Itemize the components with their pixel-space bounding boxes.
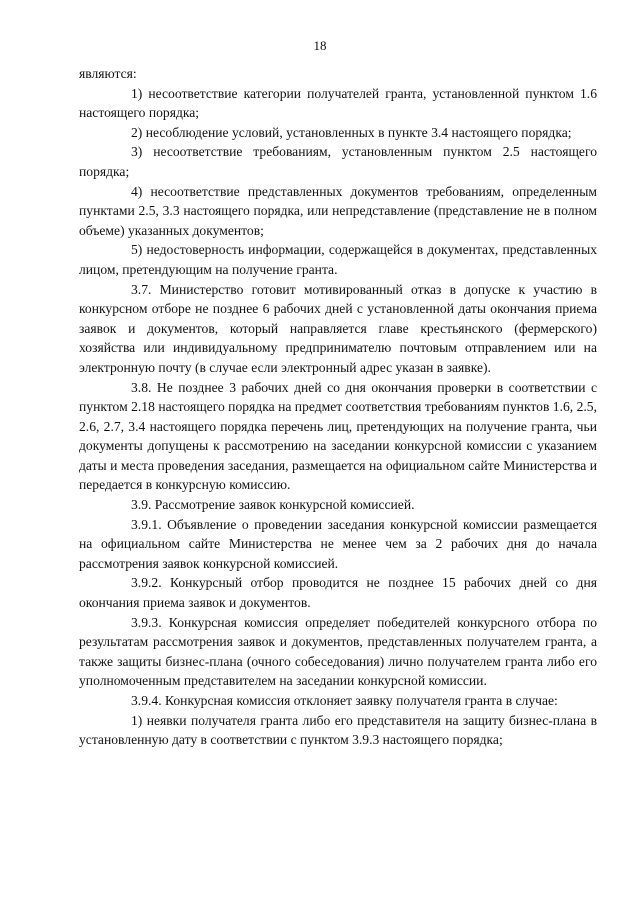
paragraph: 2) несоблюдение условий, установленных в пункте 3.4 настоящего порядка;	[131, 124, 572, 140]
paragraph: 3) несоответствие требованиям, установленным пунктом 2.5 настоящего порядка;	[79, 144, 597, 179]
paragraph: 3.9. Рассмотрение заявок конкурсной комиссией.	[131, 497, 415, 513]
document-body	[79, 64, 597, 750]
paragraph: 3.7. Министерство готовит мотивированный отказ в допуске к участию в конкурсном отборе не позднее 6 рабочих дней с установленной даты окончания приема заявок и документов, который направляется главе крестьянского (фермерского) хозяйства или индивидуальному предпринимателю почтовым отправлением или на электронную почту (в случае если электронный адрес указан в заявке).	[79, 281, 597, 375]
paragraph: являются:	[79, 66, 137, 81]
page-number: 18	[313, 38, 327, 53]
paragraph: 5) недостоверность информации, содержащейся в документах, представленных лицом, претендующим на получение гранта.	[79, 242, 597, 277]
paragraph: 1) несоответствие категории получателей гранта, установленной пунктом 1.6 настоящего порядка;	[79, 85, 597, 121]
paragraph: 3.9.2. Конкурсный отбор проводится не позднее 15 рабочих дней со дня окончания приема заявок и документов.	[79, 575, 597, 611]
paragraph: 3.9.4. Конкурсная комиссия отклоняет заявку получателя гранта в случае:	[131, 693, 558, 708]
paragraph: 1) неявки получателя гранта либо его представителя на защиту бизнес-плана в установленную дату в соответствии с пунктом 3.9.3 настоящего порядка;	[79, 712, 597, 748]
paragraph: 3.8. Не позднее 3 рабочих дней со дня окончания проверки в соответствии с пунктом 2.18 настоящего порядка на предмет соответствия требованиям пунктов 1.6, 2.5, 2.6, 2.7, 3.4 настоящего порядка перечень лиц, претендующих на получение гранта, чьи документы допущены к рассмотрению на заседании конкурсной комиссии с указанием даты и места проведения заседания, размещается на официальном сайте Министерства и передается в конкурсную комиссию.	[79, 379, 597, 493]
paragraph: 4) несоответствие представленных документов требованиям, определенным пунктами 2.5, 3.3 настоящего порядка, или непредставление (представление не в полном объеме) указанных документов;	[79, 183, 597, 238]
paragraph: 3.9.3. Конкурсная комиссия определяет победителей конкурсного отбора по результатам рассмотрения заявок и документов, представленных получателем гранта, а также защиты бизнес-плана (очного собеседования) лично получателем гранта либо его уполномоченным представителем на заседании конкурсной комиссии.	[79, 614, 597, 689]
paragraph: 3.9.1. Объявление о проведении заседания конкурсной комиссии размещается на официальном сайте Министерства не менее чем за 2 рабочих дня до начала рассмотрения заявок конкурсной комиссией.	[79, 516, 597, 571]
